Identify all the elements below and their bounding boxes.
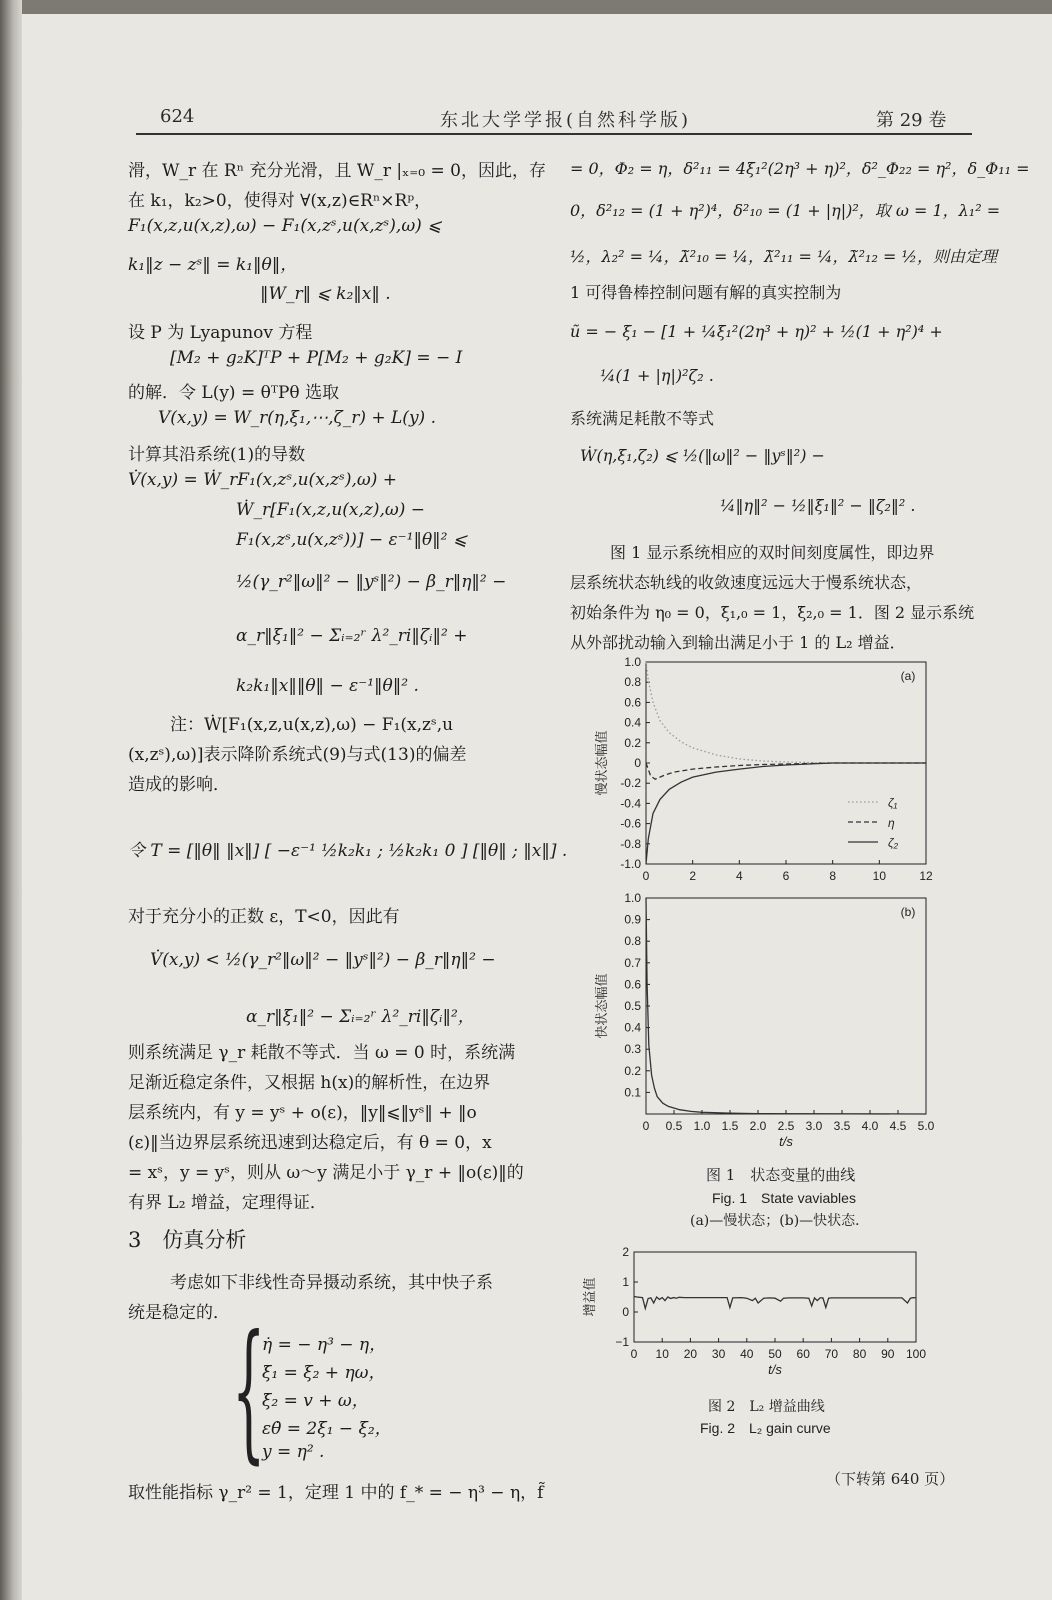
system-equation: ξ̇₂ = v + ω， — [262, 1391, 369, 1411]
text-line: 在 k₁，k₂>0，使得对 ∀(x,z)∈Rⁿ×Rᵖ， — [128, 191, 432, 211]
legend-label: ζ₂ — [888, 836, 899, 850]
x-tick-label: 100 — [905, 1347, 927, 1361]
book-spine — [0, 0, 22, 1600]
text-line: 图 1 显示系统相应的双时间刻度属性，即边界 — [610, 543, 935, 562]
y-axis-label: 快状态幅值 — [594, 973, 609, 1039]
y-tick-label: 1.0 — [624, 655, 641, 669]
x-axis-label: t/s — [779, 1134, 793, 1149]
y-tick-label: 2 — [622, 1245, 629, 1259]
panel-label: (b) — [900, 905, 916, 919]
equation-line: ½，λ₂² = ¼，λ̃²₁₀ = ¼，λ̃²₁₁ = ¼，λ̃²₁₂ = ½，则由定理 — [570, 247, 997, 266]
system-brace: { — [232, 1304, 266, 1478]
equation-line: Ẇ(η,ξ₁,ζ₂) ⩽ ½(‖ω‖² − ‖yˢ‖²) − — [580, 446, 825, 465]
y-tick-label: 0.8 — [624, 675, 641, 690]
text-line: 考虑如下非线性奇异摄动系统，其中快子系 — [170, 1273, 493, 1293]
x-tick-label: 4 — [735, 869, 743, 883]
system-equation: y = η² . — [262, 1442, 325, 1462]
equation-line: F₁(x,z,u(x,z),ω) − F₁(x,zˢ,u(x,zˢ),ω) ⩽ — [128, 216, 442, 236]
equation-line: V(x,y) = W_r(η,ξ₁,⋯,ζ_r) + L(y) . — [158, 408, 436, 428]
y-tick-label: 0.6 — [624, 695, 641, 710]
y-tick-label: 0.2 — [624, 735, 641, 750]
text-line: 统是稳定的． — [128, 1303, 230, 1323]
x-tick-label: 2.0 — [749, 1119, 767, 1133]
y-tick-label: 0.8 — [624, 934, 641, 949]
y-tick-label: -0.6 — [620, 816, 641, 831]
fig1-caption-en: Fig. 1 State vaviables — [712, 1190, 856, 1206]
x-tick-label: 3.0 — [805, 1119, 823, 1133]
text-line: 对于充分小的正数 ε，T<0，因此有 — [128, 907, 400, 927]
text-line: (ε)‖当边界层系统迅速到达稳定后，有 θ = 0，x — [128, 1133, 492, 1153]
text-line: 层系统内，有 y = yˢ + o(ε)，‖y‖⩽‖yˢ‖ + ‖o — [128, 1103, 477, 1123]
x-tick-label: 2 — [689, 869, 697, 883]
chart-fig1b — [580, 891, 960, 1156]
legend-label: η — [888, 816, 895, 830]
y-tick-label: 1.0 — [624, 891, 641, 905]
panel-label: (a) — [900, 669, 916, 683]
system-equation: εθ̇ = 2ξ₁ − ξ₂， — [262, 1419, 392, 1439]
y-axis-label: 慢状态幅值 — [594, 730, 609, 796]
x-tick-label: 1.0 — [693, 1119, 711, 1133]
x-tick-label: 3.5 — [833, 1119, 851, 1133]
volume-label: 第 29 卷 — [876, 110, 947, 131]
y-tick-label: 0.1 — [624, 1085, 641, 1100]
y-tick-label: -0.4 — [620, 796, 641, 811]
fig2-caption-en: Fig. 2 L₂ gain curve — [700, 1420, 831, 1436]
y-tick-label: 0.6 — [624, 977, 641, 992]
x-tick-label: 0 — [630, 1347, 638, 1361]
equation-line: k₁‖z − zˢ‖ = k₁‖θ‖， — [128, 255, 298, 275]
text-line: 层系统状态轨线的收敛速度远远大于慢系统状态， — [570, 573, 923, 592]
equation-line: F₁(x,zˢ,u(x,zˢ))] − ε⁻¹‖θ‖² ⩽ — [236, 530, 468, 550]
y-tick-label: 0.9 — [624, 912, 641, 927]
y-tick-label: 0.3 — [624, 1042, 641, 1057]
y-tick-label: 0 — [634, 756, 641, 770]
y-tick-label: 0.2 — [624, 1063, 641, 1078]
series-line-L₂ gain — [634, 1296, 916, 1308]
system-equation: η̇ = − η³ − η， — [262, 1335, 387, 1355]
equation-line: Ẇ_r[F₁(x,z,u(x,z),ω) − — [236, 500, 426, 520]
y-tick-label: -0.2 — [620, 776, 641, 791]
equation-line: ¼(1 + |η|)²ζ₂ . — [600, 366, 714, 385]
x-tick-label: 10 — [872, 869, 887, 883]
text-line: 则系统满足 γ_r 耗散不等式．当 ω = 0 时，系统满 — [128, 1043, 516, 1063]
y-tick-label: -0.8 — [620, 836, 641, 851]
system-equation: ξ̇₁ = ξ₂ + ηω， — [262, 1363, 386, 1383]
header-rule — [136, 133, 972, 135]
chart-fig2 — [582, 1244, 946, 1394]
text-line: 的解．令 L(y) = θᵀPθ 选取 — [128, 383, 340, 403]
x-tick-label: 20 — [683, 1347, 698, 1361]
equation-line: V̇(x,y) = Ẇ_rF₁(x,zˢ,u(x,zˢ),ω) + — [128, 470, 398, 490]
x-tick-label: 40 — [740, 1347, 754, 1361]
text-line: 足渐近稳定条件，又根据 h(x)的解析性，在边界 — [128, 1073, 491, 1093]
equation-line: 0，δ²₁₂ = (1 + η²)⁴，δ²₁₀ = (1 + |η|)²，取 ω = 1，λ₁² = — [570, 201, 1001, 220]
y-tick-label: 0.7 — [624, 955, 641, 970]
matrix-equation: 令 T = [‖θ‖ ‖x‖] [ −ε⁻¹ ½k₂k₁ ; ½k₂k₁ 0 ] [‖θ‖ ; ‖x‖] . — [128, 841, 568, 861]
text-line: 从外部扰动输入到输出满足小于 1 的 L₂ 增益． — [570, 633, 906, 652]
text-line: 计算其沿系统(1)的导数 — [128, 445, 306, 465]
x-tick-label: 5.0 — [917, 1119, 935, 1133]
text-line: 1 可得鲁棒控制问题有解的真实控制为 — [570, 283, 842, 302]
plot-frame — [646, 898, 926, 1114]
x-tick-label: 0 — [642, 869, 650, 883]
x-tick-label: 0.5 — [665, 1119, 683, 1133]
equation-line: V̇(x,y) < ½(γ_r²‖ω‖² − ‖yˢ‖²) − β_r‖η‖² − — [150, 950, 496, 970]
y-tick-label: 0.4 — [624, 1020, 641, 1035]
text-line: 系统满足耗散不等式 — [570, 409, 715, 428]
equation-line: α_r‖ξ₁‖² − Σᵢ₌₂ʳ λ²_ri‖ζᵢ‖²， — [246, 1007, 475, 1027]
journal-title: 东北大学学报(自然科学版) — [440, 110, 692, 131]
text-line: = xˢ，y = yˢ，则从 ω～y 满足小于 γ_r + ‖o(ε)‖的 — [128, 1163, 524, 1183]
y-tick-label: 0 — [622, 1305, 629, 1319]
text-line: 有界 L₂ 增益，定理得证． — [128, 1193, 327, 1213]
x-tick-label: 70 — [824, 1347, 839, 1361]
x-tick-label: 1.5 — [721, 1119, 739, 1133]
x-tick-label: 2.5 — [777, 1119, 795, 1133]
x-tick-label: 30 — [711, 1347, 726, 1361]
x-tick-label: 50 — [768, 1347, 782, 1361]
x-tick-label: 4.5 — [889, 1119, 907, 1133]
equation-line: ‖W_r‖ ⩽ k₂‖x‖ . — [260, 284, 391, 304]
plot-frame — [634, 1252, 916, 1342]
x-tick-label: 90 — [881, 1347, 895, 1361]
equation-line: α_r‖ξ₁‖² − Σᵢ₌₂ʳ λ²_ri‖ζᵢ‖² + — [236, 626, 468, 646]
text-line: 滑，W_r 在 Rⁿ 充分光滑，且 W_r |ₓ₌₀ = 0，因此，存 — [128, 161, 546, 181]
equation-line: ¼‖η‖² − ½‖ξ₁‖² − ‖ζ₂‖² . — [720, 496, 916, 515]
chart-fig1a — [580, 655, 960, 894]
x-axis-label: t/s — [768, 1362, 782, 1377]
y-axis-label: 增益值 — [582, 1277, 597, 1317]
series-line-ζ₁ — [646, 662, 926, 763]
series-line-ζ₂ — [646, 763, 926, 864]
continued-footer: （下转第 640 页） — [826, 1470, 955, 1488]
x-tick-label: 10 — [655, 1347, 669, 1361]
x-tick-label: 12 — [919, 869, 933, 883]
equation-line: ½(γ_r²‖ω‖² − ‖yˢ‖²) − β_r‖η‖² − — [236, 572, 507, 592]
text-line: 造成的影响． — [128, 775, 230, 795]
x-tick-label: 8 — [829, 869, 837, 883]
text-line: 注：Ẇ[F₁(x,z,u(x,z),ω) − F₁(x,zˢ,u — [170, 715, 454, 735]
series-line-θ — [646, 898, 926, 1114]
x-tick-label: 80 — [852, 1347, 867, 1361]
equation-line: [M₂ + g₂K]ᵀP + P[M₂ + g₂K] = − I — [170, 348, 463, 368]
y-tick-label: 0.4 — [624, 715, 641, 730]
x-tick-label: 0 — [642, 1119, 650, 1133]
y-tick-label: 0.5 — [624, 999, 641, 1013]
text-line: 取性能指标 γ_r² = 1，定理 1 中的 f_* = − η³ − η，f̃ — [128, 1483, 544, 1503]
fig1-subcaption: (a)—慢状态；(b)—快状态． — [690, 1213, 870, 1229]
equation-line: k₂k₁‖x‖‖θ‖ − ε⁻¹‖θ‖² . — [236, 676, 419, 696]
text-line: (x,zˢ),ω)]表示降阶系统式(9)与式(13)的偏差 — [128, 745, 467, 765]
x-tick-label: 6 — [782, 869, 790, 883]
fig1-caption-cn: 图 1 状态变量的曲线 — [706, 1166, 856, 1184]
y-tick-label: -1.0 — [620, 857, 641, 871]
x-tick-label: 4.0 — [861, 1119, 879, 1133]
y-tick-label: 1 — [622, 1275, 629, 1289]
text-line: 初始条件为 η₀ = 0，ξ₁,₀ = 1，ξ₂,₀ = 1．图 2 显示系统 — [570, 603, 975, 622]
fig2-caption-cn: 图 2 L₂ 增益曲线 — [708, 1399, 825, 1415]
page-number: 624 — [160, 106, 195, 127]
legend-label: ζ₁ — [888, 796, 898, 810]
y-tick-label: −1 — [615, 1335, 629, 1349]
text-line: 设 P 为 Lyapunov 方程 — [128, 323, 313, 343]
equation-line: ũ = − ξ₁ − [1 + ¼ξ₁²(2η³ + η)² + ½(1 + η²)⁴ + — [570, 322, 943, 341]
section-heading: 3 仿真分析 — [128, 1228, 247, 1252]
x-tick-label: 60 — [796, 1347, 810, 1361]
equation-line: = 0，Φ₂ = η，δ²₁₁ = 4ξ₁²(2η³ + η)²，δ²_Φ₂₂ = η²，δ_Φ₁₁ = — [570, 159, 1030, 178]
